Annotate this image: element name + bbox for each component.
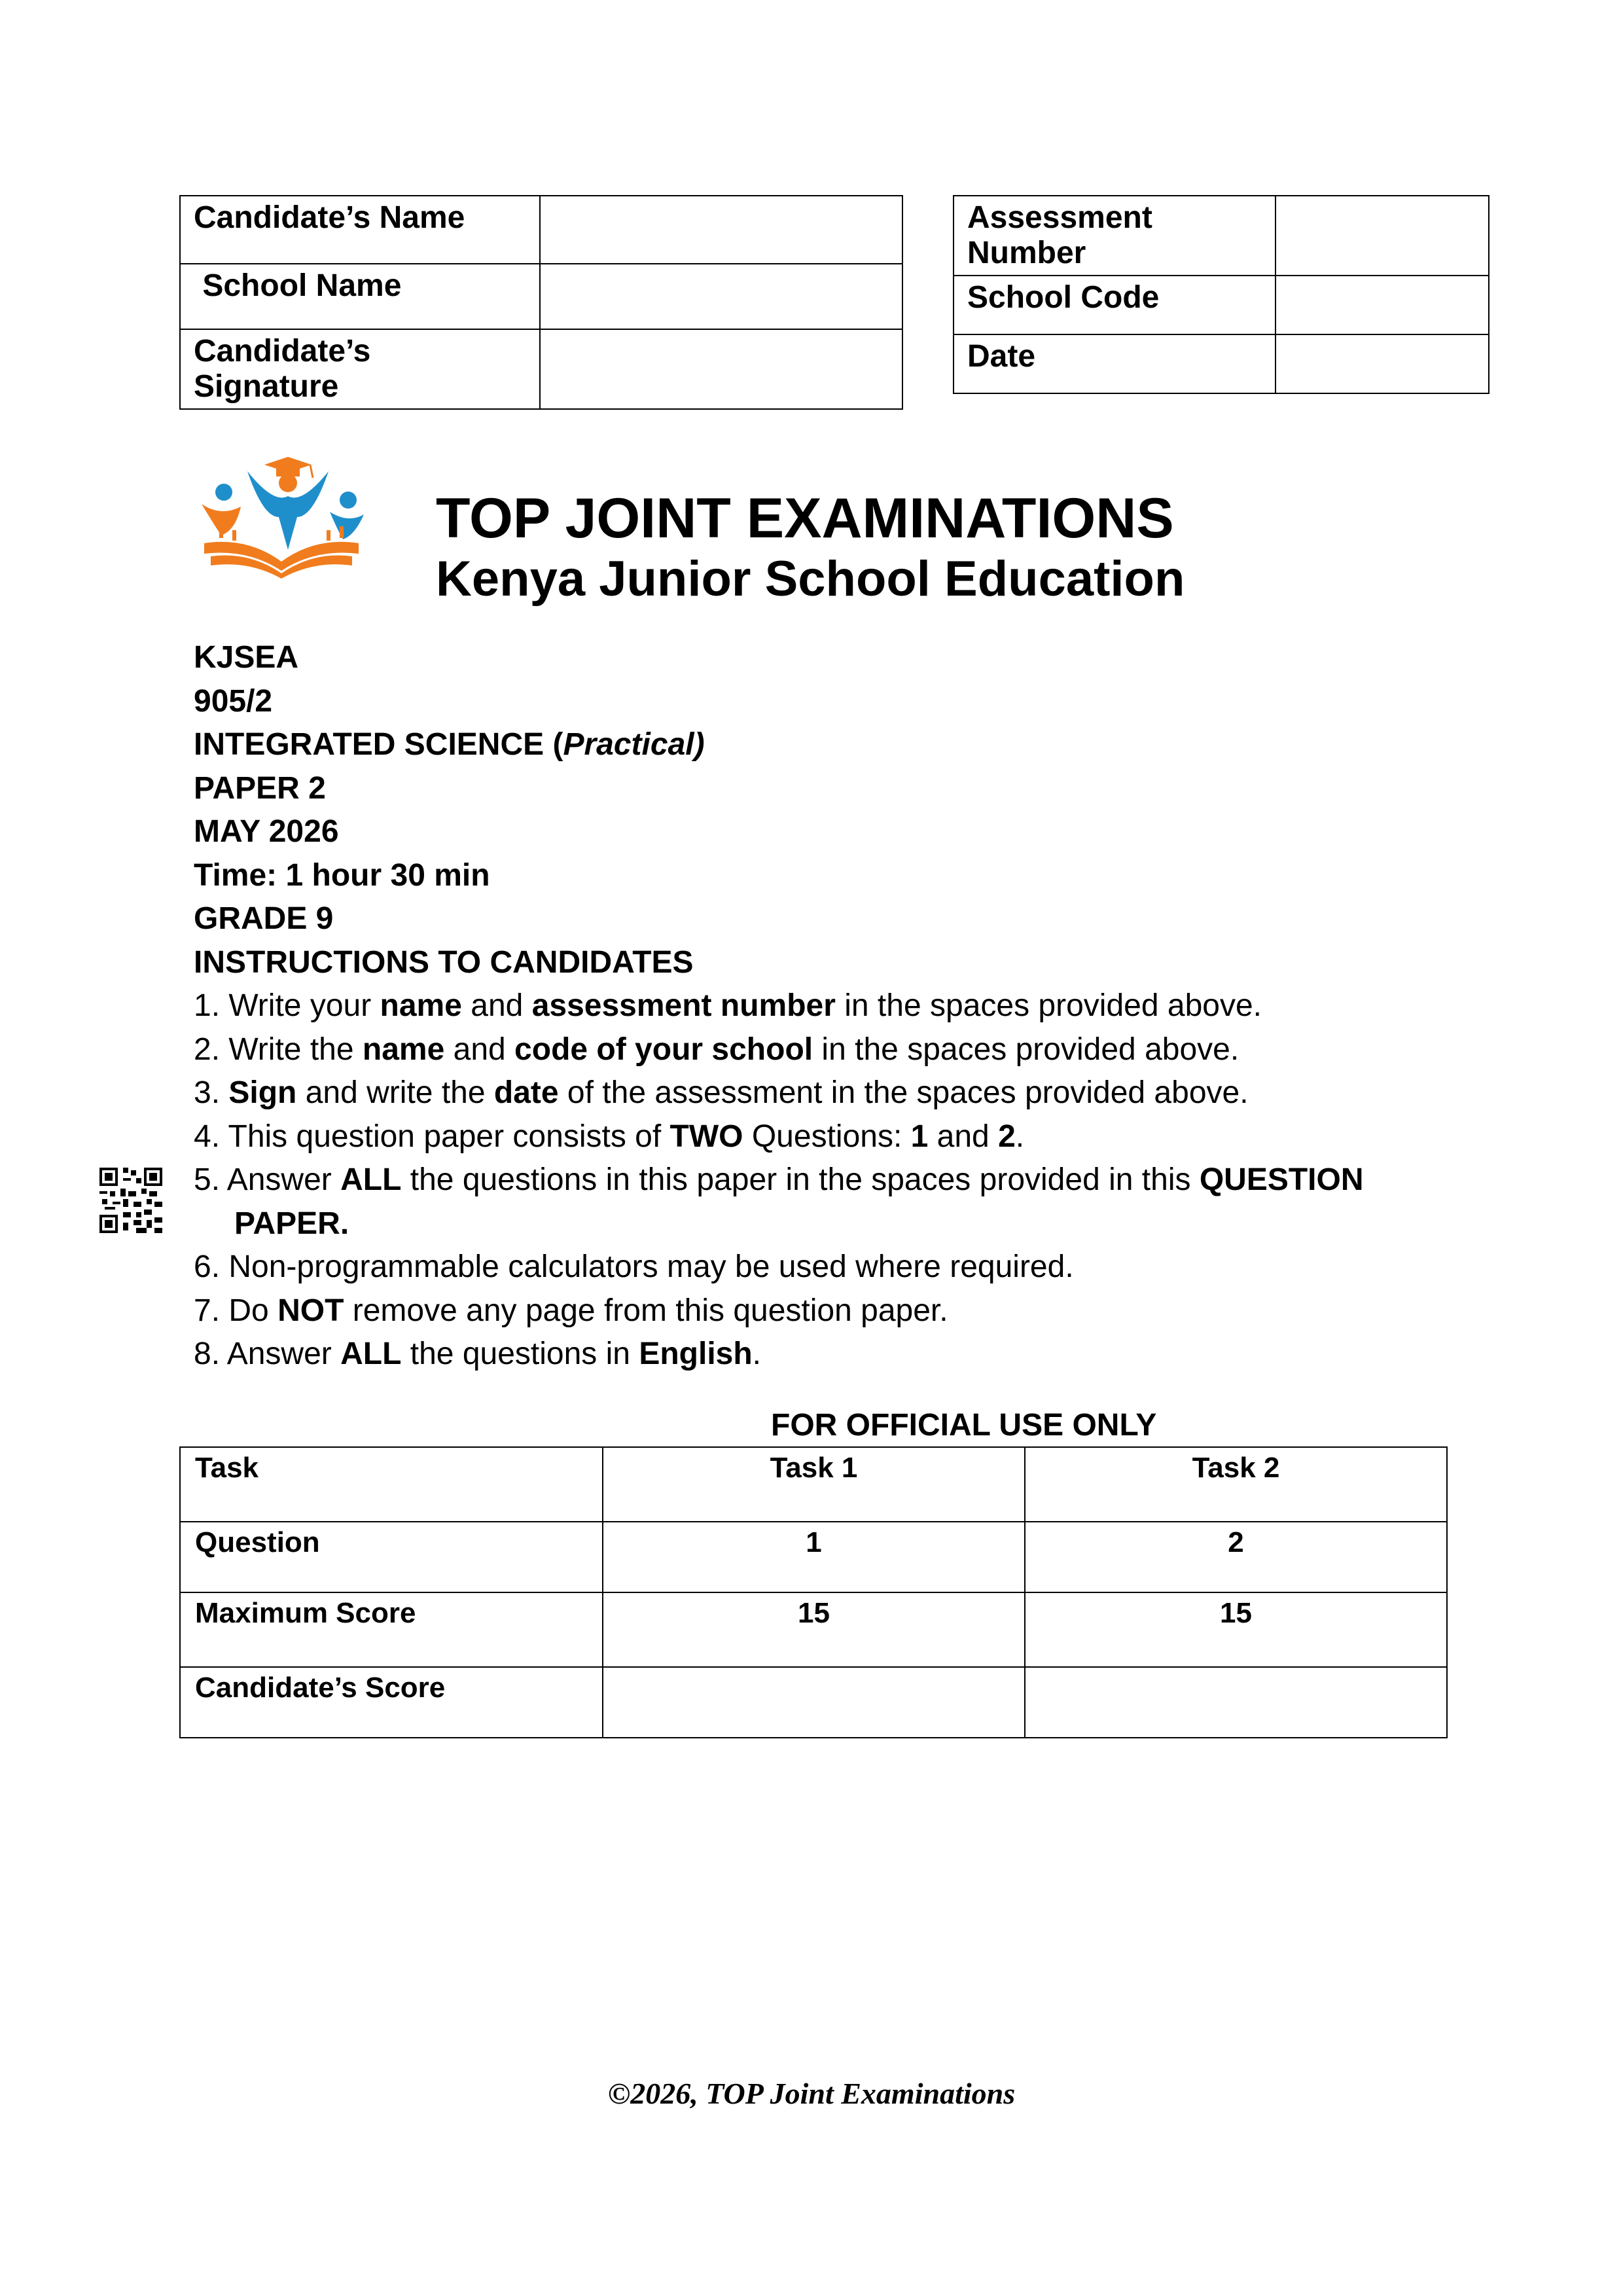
assessment-details-table bbox=[953, 195, 1489, 394]
candidate-signature-field[interactable] bbox=[540, 329, 902, 409]
instruction-text: and bbox=[461, 988, 532, 1023]
assessment-number-label: Assessment Number bbox=[954, 196, 1275, 276]
instruction-text: 5. Answer bbox=[194, 1162, 341, 1197]
score-table-max-2: 15 bbox=[1025, 1592, 1447, 1667]
subject-type: Practical) bbox=[563, 727, 705, 762]
instruction-text: and bbox=[928, 1119, 999, 1154]
instruction-text: of the assessment in the spaces provided above. bbox=[558, 1075, 1249, 1110]
subject-name: INTEGRATED SCIENCE ( bbox=[194, 727, 563, 762]
instruction-text: . bbox=[752, 1336, 762, 1371]
instruction-text: 3. bbox=[194, 1075, 229, 1110]
official-score-table bbox=[179, 1446, 1448, 1738]
instruction-text: the questions in bbox=[401, 1336, 639, 1371]
instruction-text: 2 bbox=[998, 1119, 1016, 1154]
instruction-text: 6. Non-programmable calculators may be used where required. bbox=[194, 1249, 1074, 1284]
instructions-list bbox=[194, 984, 1364, 1376]
candidate-name-field[interactable] bbox=[540, 196, 902, 264]
paper-date: MAY 2026 bbox=[194, 814, 339, 849]
instruction-text: remove any page from this question paper. bbox=[344, 1293, 948, 1328]
instructions-heading: INSTRUCTIONS TO CANDIDATES bbox=[194, 944, 694, 980]
instruction-item bbox=[194, 1246, 1364, 1289]
date-label: Date bbox=[954, 334, 1275, 393]
qr-code-icon bbox=[99, 1168, 162, 1233]
instruction-text: code of your school bbox=[514, 1031, 813, 1067]
instruction-text: 4. This question paper consists of bbox=[194, 1119, 670, 1154]
instruction-text: QUESTION bbox=[1199, 1162, 1364, 1197]
candidate-details-table bbox=[179, 195, 903, 410]
instruction-item bbox=[194, 1202, 1364, 1246]
school-name-field[interactable] bbox=[540, 264, 902, 329]
instruction-text: name bbox=[362, 1031, 445, 1067]
copyright-footer: ©2026, TOP Joint Examinations bbox=[607, 2077, 1016, 2110]
paper-code-name: KJSEA bbox=[194, 640, 299, 675]
paper-code: 905/2 bbox=[194, 683, 273, 719]
score-table-header-task1: Task 1 bbox=[603, 1447, 1025, 1522]
instruction-text: in the spaces provided above. bbox=[835, 988, 1262, 1023]
paper-time: Time: 1 hour 30 min bbox=[194, 857, 490, 893]
score-table-max-label: Maximum Score bbox=[180, 1592, 603, 1667]
school-name-label: School Name bbox=[180, 264, 540, 329]
instruction-text: NOT bbox=[277, 1293, 344, 1328]
subject-line bbox=[194, 723, 1364, 767]
paper-grade: GRADE 9 bbox=[194, 901, 334, 936]
instruction-text: . bbox=[1015, 1119, 1025, 1154]
instruction-item bbox=[194, 1158, 1364, 1202]
instruction-text: and bbox=[444, 1031, 515, 1067]
instruction-text: assessment number bbox=[531, 988, 836, 1023]
score-table-max-1: 15 bbox=[603, 1592, 1025, 1667]
instruction-text: and write the bbox=[296, 1075, 494, 1110]
instruction-text: ALL bbox=[340, 1336, 402, 1371]
instruction-item bbox=[194, 1115, 1364, 1159]
official-use-heading: FOR OFFICIAL USE ONLY bbox=[771, 1408, 1157, 1443]
assessment-number-field[interactable] bbox=[1275, 196, 1489, 276]
instruction-item bbox=[194, 1071, 1364, 1115]
candidate-signature-label: Candidate’s Signature bbox=[180, 329, 540, 409]
instruction-text: PAPER. bbox=[234, 1206, 349, 1241]
instruction-item bbox=[194, 984, 1364, 1028]
instruction-text: English bbox=[639, 1336, 753, 1371]
instruction-text: TWO bbox=[669, 1119, 743, 1154]
instruction-text: 8. Answer bbox=[194, 1336, 341, 1371]
paper-info bbox=[194, 636, 1364, 1376]
instruction-text: ALL bbox=[340, 1162, 402, 1197]
instruction-text: name bbox=[380, 988, 462, 1023]
exam-title: TOP JOINT EXAMINATIONS bbox=[436, 487, 1174, 550]
instruction-text: Questions: bbox=[743, 1119, 911, 1154]
school-code-field[interactable] bbox=[1275, 276, 1489, 334]
instruction-item bbox=[194, 1028, 1364, 1072]
score-table-question-label: Question bbox=[180, 1522, 603, 1592]
score-table-header-task2: Task 2 bbox=[1025, 1447, 1447, 1522]
instruction-item bbox=[194, 1289, 1364, 1333]
score-table-candidate-label: Candidate’s Score bbox=[180, 1667, 603, 1738]
candidate-name-label: Candidate’s Name bbox=[180, 196, 540, 264]
instruction-text: 7. Do bbox=[194, 1293, 278, 1328]
instruction-text: 2. Write the bbox=[194, 1031, 363, 1067]
date-field[interactable] bbox=[1275, 334, 1489, 393]
exam-subtitle: Kenya Junior School Education bbox=[436, 551, 1185, 607]
score-table-question-2: 2 bbox=[1025, 1522, 1447, 1592]
paper-number: PAPER 2 bbox=[194, 770, 326, 806]
instruction-text: 1. Write your bbox=[194, 988, 380, 1023]
instruction-text: the questions in this paper in the spaces provided in this bbox=[401, 1162, 1200, 1197]
school-code-label: School Code bbox=[954, 276, 1275, 334]
score-table-candidate-2[interactable] bbox=[1025, 1667, 1447, 1738]
score-table-question-1: 1 bbox=[603, 1522, 1025, 1592]
exam-logo bbox=[195, 452, 366, 583]
instruction-text: in the spaces provided above. bbox=[813, 1031, 1240, 1067]
instruction-text: 1 bbox=[910, 1119, 929, 1154]
instruction-text: Sign bbox=[228, 1075, 297, 1110]
instruction-text: date bbox=[493, 1075, 559, 1110]
score-table-candidate-1[interactable] bbox=[603, 1667, 1025, 1738]
score-table-header-task: Task bbox=[180, 1447, 603, 1522]
instruction-item bbox=[194, 1333, 1364, 1376]
